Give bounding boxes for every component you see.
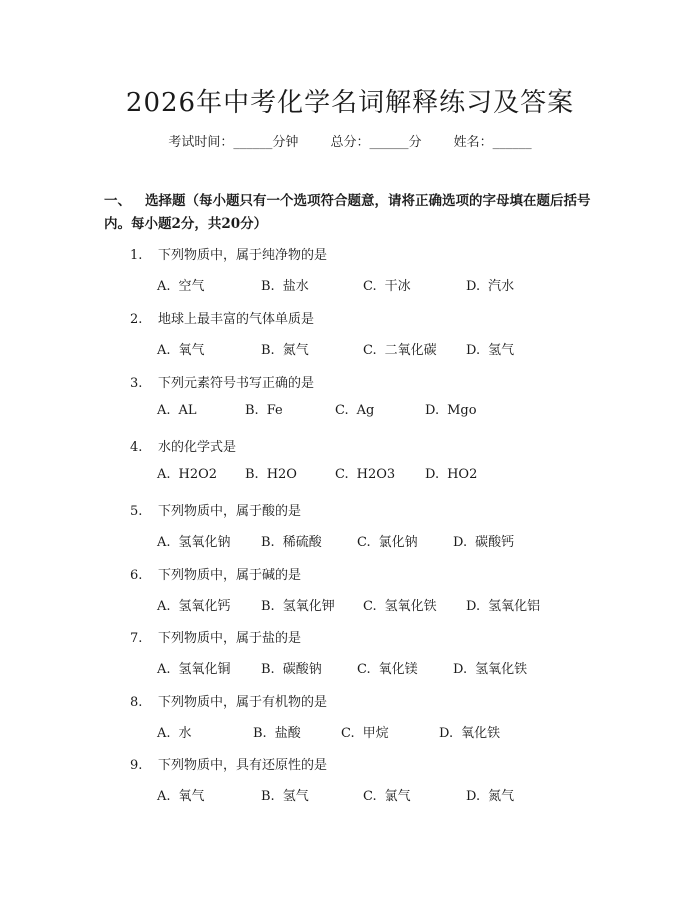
option-text: H2O3 (356, 467, 396, 482)
question-text: 下列物质中，属于碱的是 (158, 568, 302, 583)
option-d (425, 467, 477, 482)
option-text: 氢氧化铁 (384, 599, 437, 614)
exam-info-line (0, 131, 700, 150)
option-text: AL (178, 403, 197, 418)
question-number: 2. (130, 312, 143, 327)
option-letter: B. (261, 789, 275, 804)
option-letter: C. (357, 535, 371, 550)
option-text: 干冰 (384, 279, 411, 294)
option-letter: D. (466, 279, 481, 294)
question-text: 下列元素符号书写正确的是 (158, 376, 315, 391)
question-1-options (157, 275, 577, 293)
option-letter: A. (157, 279, 171, 294)
option-c (341, 722, 389, 741)
option-a (157, 403, 197, 418)
option-d (466, 595, 540, 614)
option-text: 空气 (178, 279, 205, 294)
section-number: 一、 (104, 193, 131, 209)
option-b (245, 467, 297, 482)
exam-time-field: 考试时间：______分钟 (168, 135, 299, 150)
option-letter: D. (466, 599, 481, 614)
option-text: 水 (178, 726, 192, 741)
option-d (466, 339, 514, 358)
question-number: 7. (130, 631, 143, 646)
option-a (157, 785, 205, 804)
option-letter: D. (453, 535, 468, 550)
question-6-options (157, 595, 577, 613)
question-text: 水的化学式是 (158, 440, 237, 455)
option-c (335, 403, 374, 418)
question-text: 下列物质中，属于有机物的是 (158, 695, 328, 710)
option-c (335, 467, 395, 482)
option-text: 氢气 (488, 343, 515, 358)
question-5 (130, 500, 301, 519)
option-c (363, 785, 411, 804)
option-text: 二氧化碳 (384, 343, 437, 358)
question-text: 下列物质中，具有还原性的是 (158, 758, 328, 773)
option-letter: B. (245, 467, 259, 482)
option-text: 汽水 (488, 279, 515, 294)
option-text: 氯化钠 (378, 535, 418, 550)
option-text: 氢氧化钠 (178, 535, 231, 550)
option-a (157, 595, 231, 614)
option-text: Fe (266, 403, 283, 418)
question-6 (130, 564, 301, 583)
option-letter: D. (425, 467, 440, 482)
option-letter: A. (157, 535, 171, 550)
option-letter: A. (157, 467, 171, 482)
question-3 (130, 372, 314, 391)
question-number: 8. (130, 695, 143, 710)
option-text: 氧化铁 (461, 726, 501, 741)
option-letter: B. (245, 403, 259, 418)
question-2 (130, 308, 314, 327)
question-7 (130, 627, 301, 646)
option-letter: B. (261, 662, 275, 677)
option-letter: B. (261, 535, 275, 550)
option-d (439, 722, 500, 741)
question-9 (130, 754, 327, 773)
option-a (157, 531, 231, 550)
option-letter: A. (157, 726, 171, 741)
question-text: 下列物质中，属于酸的是 (158, 504, 302, 519)
option-letter: D. (466, 343, 481, 358)
option-text: 甲烷 (362, 726, 389, 741)
option-letter: C. (335, 467, 349, 482)
question-4-options (157, 467, 577, 485)
question-8 (130, 691, 327, 710)
question-number: 5. (130, 504, 143, 519)
section-header (104, 190, 604, 236)
option-text: Ag (356, 403, 375, 418)
question-5-options (157, 531, 577, 549)
option-letter: C. (357, 662, 371, 677)
option-letter: B. (261, 599, 275, 614)
option-letter: A. (157, 662, 171, 677)
option-b (261, 531, 322, 550)
option-b (261, 339, 309, 358)
option-text: 氢氧化钙 (178, 599, 231, 614)
option-text: 氢氧化铜 (178, 662, 231, 677)
option-c (357, 531, 418, 550)
question-9-options (157, 785, 577, 803)
option-letter: A. (157, 403, 171, 418)
option-d (466, 275, 514, 294)
option-text: 氢氧化铝 (488, 599, 541, 614)
question-number: 9. (130, 758, 143, 773)
question-text: 下列物质中，属于盐的是 (158, 631, 302, 646)
option-text: 氢气 (282, 789, 309, 804)
option-b (245, 403, 283, 418)
option-text: 稀硫酸 (282, 535, 322, 550)
option-letter: C. (363, 789, 377, 804)
option-letter: D. (439, 726, 454, 741)
option-b (261, 658, 322, 677)
option-text: 碳酸钠 (282, 662, 322, 677)
option-text: H2O2 (178, 467, 218, 482)
question-4 (130, 436, 236, 455)
student-name-field: 姓名：______ (453, 135, 532, 150)
option-text: HO2 (447, 467, 478, 482)
question-text: 下列物质中，属于纯净物的是 (158, 248, 328, 263)
question-text: 地球上最丰富的气体单质是 (158, 312, 315, 327)
option-d (453, 658, 527, 677)
question-number: 3. (130, 376, 143, 391)
option-letter: C. (341, 726, 355, 741)
option-letter: D. (425, 403, 440, 418)
option-letter: A. (157, 789, 171, 804)
option-a (157, 275, 205, 294)
question-3-options (157, 403, 577, 421)
option-b (261, 785, 309, 804)
option-text: 盐水 (282, 279, 309, 294)
option-text: 氧气 (178, 343, 205, 358)
option-d (425, 403, 477, 418)
question-8-options (157, 722, 577, 740)
option-letter: C. (335, 403, 349, 418)
option-a (157, 339, 205, 358)
option-b (261, 595, 335, 614)
option-a (157, 467, 217, 482)
option-a (157, 722, 192, 741)
option-letter: B. (253, 726, 267, 741)
option-d (466, 785, 514, 804)
option-letter: D. (466, 789, 481, 804)
question-number: 6. (130, 568, 143, 583)
option-letter: D. (453, 662, 468, 677)
option-b (261, 275, 309, 294)
section-instructions: 选择题（每小题只有一个选项符合题意，请将正确选项的字母填在题后括号内。每小题2分，共20分） (104, 193, 591, 232)
question-number: 1. (130, 248, 143, 263)
option-letter: B. (261, 343, 275, 358)
option-letter: A. (157, 343, 171, 358)
option-letter: B. (261, 279, 275, 294)
option-text: 氢氧化钾 (282, 599, 335, 614)
option-a (157, 658, 231, 677)
option-c (363, 339, 437, 358)
option-text: 氧气 (178, 789, 205, 804)
option-letter: A. (157, 599, 171, 614)
option-text: 氮气 (282, 343, 309, 358)
option-text: 氢氧化铁 (475, 662, 528, 677)
question-1 (130, 244, 327, 263)
option-text: 碳酸钙 (475, 535, 515, 550)
option-b (253, 722, 301, 741)
question-7-options (157, 658, 577, 676)
option-text: 盐酸 (274, 726, 301, 741)
option-text: 氧化镁 (378, 662, 418, 677)
option-text: 氮气 (488, 789, 515, 804)
option-d (453, 531, 514, 550)
option-c (357, 658, 418, 677)
option-c (363, 275, 411, 294)
option-text: Mgo (447, 403, 477, 418)
option-letter: C. (363, 599, 377, 614)
document-title: 2026年中考化学名词解释练习及答案 (125, 88, 575, 118)
option-text: 氯气 (384, 789, 411, 804)
option-letter: C. (363, 279, 377, 294)
question-number: 4. (130, 440, 143, 455)
question-2-options (157, 339, 577, 357)
option-letter: C. (363, 343, 377, 358)
total-score-field: 总分：______分 (330, 135, 422, 150)
option-text: H2O (266, 467, 297, 482)
option-c (363, 595, 437, 614)
